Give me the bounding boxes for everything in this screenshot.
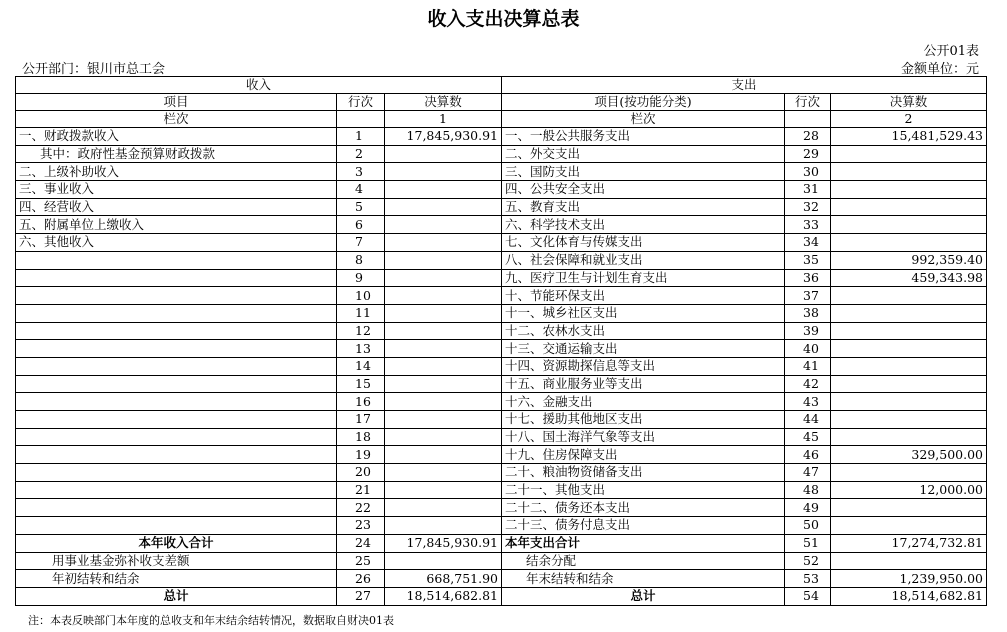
expense-amount (831, 181, 987, 199)
expense-row-no: 39 (785, 322, 831, 340)
expense-amount (831, 499, 987, 517)
table-row (16, 198, 987, 216)
expense-item: 二、外交支出 (502, 145, 785, 163)
income-item: 二、上级补助收入 (16, 163, 337, 181)
expense-row-no: 30 (785, 163, 831, 181)
expense-row-no: 33 (785, 216, 831, 234)
expense-summary-item: 本年支出合计 (502, 534, 785, 552)
expense-row-no: 50 (785, 517, 831, 535)
expense-item: 十八、国土海洋气象等支出 (502, 428, 785, 446)
expense-rowno-header: 行次 (785, 94, 831, 111)
page-title: 收入支出决算总表 (427, 8, 580, 30)
income-amount (385, 340, 502, 358)
expense-amount (831, 163, 987, 181)
expense-summary-item: 结余分配 (502, 552, 785, 570)
expense-item: 六、科学技术支出 (502, 216, 785, 234)
table-row (16, 234, 987, 252)
expense-item: 二十二、债务还本支出 (502, 499, 785, 517)
table-row (16, 340, 987, 358)
income-row-no: 15 (337, 375, 385, 393)
income-item: 四、经营收入 (16, 198, 337, 216)
expense-item: 五、教育支出 (502, 198, 785, 216)
income-item (16, 446, 337, 464)
expense-item: 四、公共安全支出 (502, 181, 785, 199)
income-row-no: 19 (337, 446, 385, 464)
expense-summary-item: 总计 (502, 587, 785, 605)
income-item (16, 411, 337, 429)
expense-item: 二十、粮油物资储备支出 (502, 464, 785, 482)
expense-row-no: 28 (785, 128, 831, 146)
income-row-no: 14 (337, 357, 385, 375)
table-row (16, 499, 987, 517)
expense-amount (831, 234, 987, 252)
expense-amount (831, 216, 987, 234)
expense-row-no: 54 (785, 587, 831, 605)
income-amount (385, 145, 502, 163)
income-item (16, 393, 337, 411)
expense-row-no: 44 (785, 411, 831, 429)
income-amount (385, 251, 502, 269)
expense-row-no: 49 (785, 499, 831, 517)
income-item (16, 287, 337, 305)
expense-row-no: 51 (785, 534, 831, 552)
table-row (16, 181, 987, 199)
table-row (16, 145, 987, 163)
income-row-no: 3 (337, 163, 385, 181)
expense-amount: 17,274,732.81 (831, 534, 987, 552)
expense-item: 十一、城乡社区支出 (502, 304, 785, 322)
expense-col-number: 2 (831, 111, 987, 128)
expense-summary-item: 年末结转和结余 (502, 570, 785, 588)
expense-item: 十、节能环保支出 (502, 287, 785, 305)
income-row-no: 7 (337, 234, 385, 252)
expense-amount (831, 552, 987, 570)
income-row-no: 9 (337, 269, 385, 287)
income-amount: 18,514,682.81 (385, 587, 502, 605)
expense-row-no: 37 (785, 287, 831, 305)
expense-amount-header: 决算数 (831, 94, 987, 111)
income-amount (385, 446, 502, 464)
expense-row-no: 32 (785, 198, 831, 216)
summary-row (16, 570, 987, 588)
expense-row-no: 35 (785, 251, 831, 269)
expense-amount (831, 322, 987, 340)
income-amount-header: 决算数 (385, 94, 502, 111)
expense-amount: 1,239,950.00 (831, 570, 987, 588)
expense-item: 九、医疗卫生与计划生育支出 (502, 269, 785, 287)
income-amount: 17,845,930.91 (385, 534, 502, 552)
expense-row-no: 38 (785, 304, 831, 322)
expense-row-no: 34 (785, 234, 831, 252)
table-row (16, 393, 987, 411)
expense-item: 十二、农林水支出 (502, 322, 785, 340)
income-item: 其中：政府性基金预算财政拨款 (16, 145, 337, 163)
income-item (16, 517, 337, 535)
income-row-no: 23 (337, 517, 385, 535)
expense-col-label: 栏次 (502, 111, 785, 128)
income-amount (385, 481, 502, 499)
expense-amount (831, 287, 987, 305)
income-summary-item: 用事业基金弥补收支差额 (16, 552, 337, 570)
income-item (16, 499, 337, 517)
income-row-no: 26 (337, 570, 385, 588)
income-summary-item: 总计 (16, 587, 337, 605)
income-row-no: 21 (337, 481, 385, 499)
income-amount (385, 304, 502, 322)
income-header: 收入 (16, 77, 502, 94)
table-row (16, 411, 987, 429)
income-row-no: 5 (337, 198, 385, 216)
income-row-no: 25 (337, 552, 385, 570)
expense-row-no: 48 (785, 481, 831, 499)
budget-summary-table (15, 76, 987, 606)
expense-amount (831, 340, 987, 358)
expense-item: 十五、商业服务业等支出 (502, 375, 785, 393)
income-item (16, 340, 337, 358)
summary-row (16, 587, 987, 605)
income-col-number: 1 (385, 111, 502, 128)
income-item: 三、事业收入 (16, 181, 337, 199)
income-item (16, 464, 337, 482)
income-item (16, 357, 337, 375)
expense-row-no: 42 (785, 375, 831, 393)
income-amount (385, 464, 502, 482)
expense-amount: 329,500.00 (831, 446, 987, 464)
income-row-no: 13 (337, 340, 385, 358)
income-amount (385, 269, 502, 287)
income-row-no: 11 (337, 304, 385, 322)
income-item (16, 251, 337, 269)
income-summary-item: 本年收入合计 (16, 534, 337, 552)
table-row (16, 464, 987, 482)
expense-header: 支出 (502, 77, 987, 94)
expense-item: 十九、住房保障支出 (502, 446, 785, 464)
income-amount (385, 357, 502, 375)
income-row-no: 12 (337, 322, 385, 340)
income-row-no: 8 (337, 251, 385, 269)
income-item (16, 428, 337, 446)
income-item: 五、附属单位上缴收入 (16, 216, 337, 234)
income-col-label: 栏次 (16, 111, 337, 128)
table-row (16, 304, 987, 322)
summary-row (16, 552, 987, 570)
table-row (16, 269, 987, 287)
table-row (16, 216, 987, 234)
table-row (16, 375, 987, 393)
income-amount (385, 181, 502, 199)
table-row (16, 251, 987, 269)
income-col-empty (337, 111, 385, 128)
expense-amount (831, 304, 987, 322)
income-row-no: 1 (337, 128, 385, 146)
income-amount (385, 234, 502, 252)
income-amount: 668,751.90 (385, 570, 502, 588)
expense-row-no: 46 (785, 446, 831, 464)
expense-row-no: 40 (785, 340, 831, 358)
income-amount (385, 552, 502, 570)
income-amount (385, 216, 502, 234)
expense-row-no: 47 (785, 464, 831, 482)
expense-amount (831, 375, 987, 393)
income-item-header: 项目 (16, 94, 337, 111)
expense-item: 一、一般公共服务支出 (502, 128, 785, 146)
income-amount (385, 322, 502, 340)
expense-item: 三、国防支出 (502, 163, 785, 181)
expense-item: 七、文化体育与传媒支出 (502, 234, 785, 252)
expense-item: 十六、金融支出 (502, 393, 785, 411)
expense-row-no: 31 (785, 181, 831, 199)
expense-amount (831, 411, 987, 429)
footnote: 注：本表反映部门本年度的总收支和年末结余结转情况，数据取自财决01表 (28, 614, 394, 627)
income-item (16, 322, 337, 340)
income-item (16, 304, 337, 322)
table-row (16, 322, 987, 340)
income-summary-item: 年初结转和结余 (16, 570, 337, 588)
expense-item: 十三、交通运输支出 (502, 340, 785, 358)
income-row-no: 16 (337, 393, 385, 411)
income-row-no: 18 (337, 428, 385, 446)
income-item (16, 375, 337, 393)
income-amount (385, 393, 502, 411)
expense-item: 二十三、债务付息支出 (502, 517, 785, 535)
expense-amount (831, 198, 987, 216)
expense-col-empty (785, 111, 831, 128)
income-amount (385, 411, 502, 429)
expense-row-no: 36 (785, 269, 831, 287)
expense-amount (831, 145, 987, 163)
income-rowno-header: 行次 (337, 94, 385, 111)
table-row (16, 517, 987, 535)
income-row-no: 4 (337, 181, 385, 199)
income-row-no: 24 (337, 534, 385, 552)
income-row-no: 27 (337, 587, 385, 605)
expense-amount: 992,359.40 (831, 251, 987, 269)
expense-amount: 12,000.00 (831, 481, 987, 499)
income-item: 一、财政拨款收入 (16, 128, 337, 146)
expense-row-no: 29 (785, 145, 831, 163)
expense-row-no: 43 (785, 393, 831, 411)
expense-row-no: 52 (785, 552, 831, 570)
table-row (16, 357, 987, 375)
table-row (16, 163, 987, 181)
expense-row-no: 45 (785, 428, 831, 446)
income-amount (385, 517, 502, 535)
income-amount (385, 287, 502, 305)
expense-amount: 459,343.98 (831, 269, 987, 287)
expense-amount (831, 357, 987, 375)
income-amount (385, 375, 502, 393)
expense-item: 十四、资源勘探信息等支出 (502, 357, 785, 375)
expense-amount (831, 393, 987, 411)
income-amount (385, 428, 502, 446)
income-amount (385, 163, 502, 181)
expense-item: 十七、援助其他地区支出 (502, 411, 785, 429)
expense-amount (831, 517, 987, 535)
form-code: 公开01表 (923, 44, 979, 59)
income-row-no: 2 (337, 145, 385, 163)
expense-row-no: 41 (785, 357, 831, 375)
expense-amount: 15,481,529.43 (831, 128, 987, 146)
unit-label: 金额单位：元 (900, 62, 979, 77)
income-amount: 17,845,930.91 (385, 128, 502, 146)
income-row-no: 17 (337, 411, 385, 429)
expense-item: 八、社会保障和就业支出 (502, 251, 785, 269)
income-item: 六、其他收入 (16, 234, 337, 252)
income-row-no: 20 (337, 464, 385, 482)
expense-amount (831, 464, 987, 482)
income-amount (385, 198, 502, 216)
summary-row (16, 534, 987, 552)
expense-item-header: 项目(按功能分类) (502, 94, 785, 111)
income-amount (385, 499, 502, 517)
income-row-no: 10 (337, 287, 385, 305)
table-row (16, 128, 987, 146)
income-item (16, 481, 337, 499)
expense-row-no: 53 (785, 570, 831, 588)
expense-amount: 18,514,682.81 (831, 587, 987, 605)
expense-amount (831, 428, 987, 446)
income-row-no: 6 (337, 216, 385, 234)
table-row (16, 428, 987, 446)
table-row (16, 481, 987, 499)
department-label: 公开部门：银川市总工会 (22, 62, 166, 77)
income-item (16, 269, 337, 287)
income-row-no: 22 (337, 499, 385, 517)
expense-item: 二十一、其他支出 (502, 481, 785, 499)
table-row (16, 446, 987, 464)
table-row (16, 287, 987, 305)
